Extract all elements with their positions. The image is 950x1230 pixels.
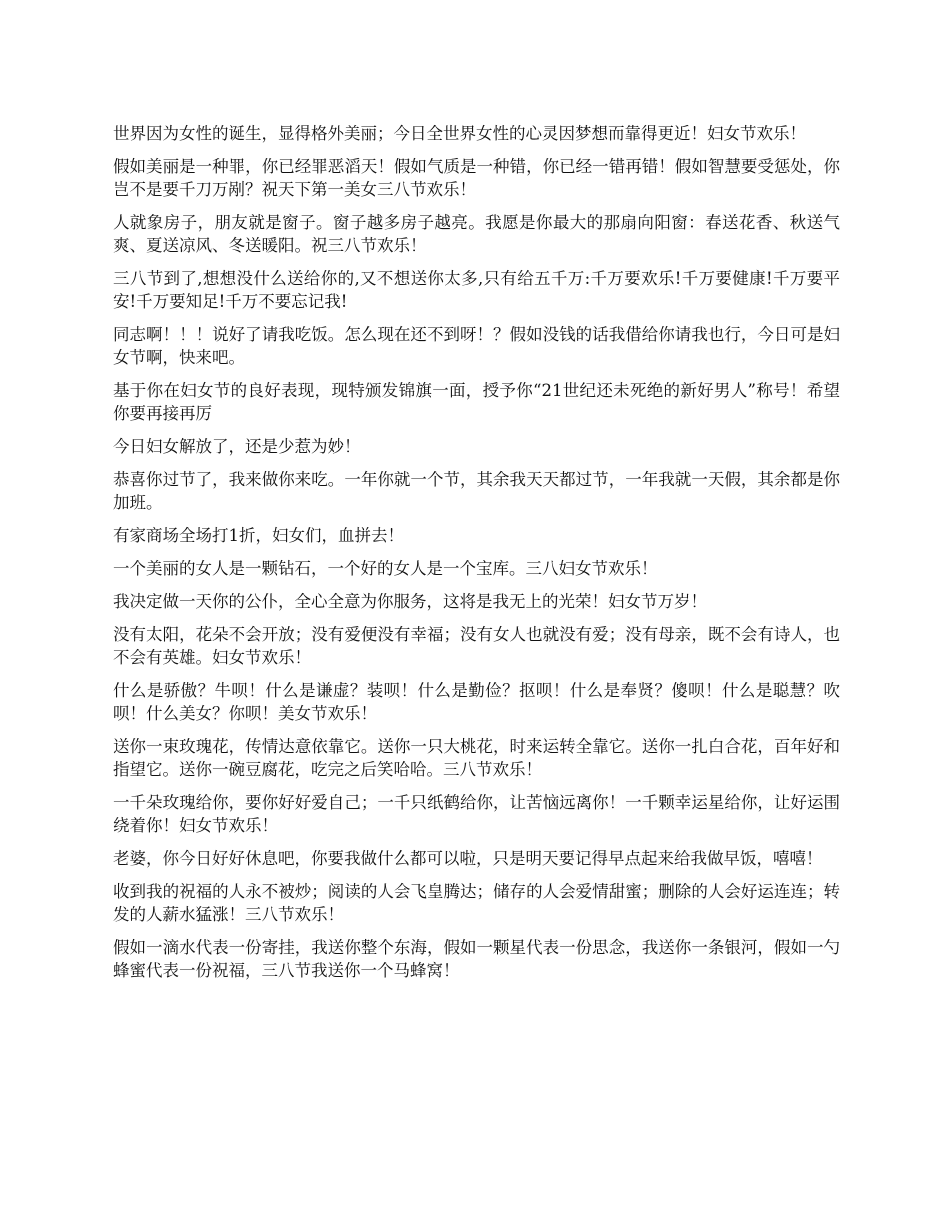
paragraph-4: 三八节到了,想想没什么送给你的,又不想送你太多,只有给五千万:千万要欢乐!千万要健康!千万要平安!千万要知足!千万不要忘记我! [113, 269, 840, 311]
paragraph-1: 世界因为女性的诞生，显得格外美丽；今日全世界女性的心灵因梦想而靠得更近！妇女节欢乐！ [113, 124, 806, 143]
paragraph-15: 一千朵玫瑰给你，要你好好爱自己；一千只纸鹤给你，让苦恼远离你！一千颗幸运星给你，让好运围绕着你！妇女节欢乐！ [113, 793, 840, 835]
paragraph-10: 一个美丽的女人是一颗钻石，一个好的女人是一个宝库。三八妇女节欢乐！ [113, 559, 658, 578]
paragraph-18: 假如一滴水代表一份寄挂，我送你整个东海，假如一颗星代表一份思念，我送你一条银河，假如一勺蜂蜜代表一份祝福，三八节我送你一个马蜂窝！ [113, 938, 840, 980]
paragraph-2: 假如美丽是一种罪，你已经罪恶滔天！假如气质是一种错，你已经一错再错！假如智慧要受惩处，你岂不是要千刀万剐？祝天下第一美女三八节欢乐！ [113, 157, 840, 199]
paragraph-14: 送你一束玫瑰花，传情达意依靠它。送你一只大桃花，时来运转全靠它。送你一扎白合花，百年好和指望它。送你一碗豆腐花，吃完之后笑哈哈。三八节欢乐！ [113, 737, 840, 779]
paragraph-3: 人就象房子，朋友就是窗子。窗子越多房子越亮。我愿是你最大的那扇向阳窗：春送花香、秋送气爽、夏送凉风、冬送暖阳。祝三八节欢乐！ [113, 213, 840, 255]
paragraph-8: 恭喜你过节了，我来做你来吃。一年你就一个节，其余我天天都过节，一年我就一天假，其余都是你加班。 [113, 470, 840, 512]
paragraph-9: 有家商场全场打1折，妇女们，血拼去！ [113, 526, 404, 545]
paragraph-11: 我决定做一天你的公仆，全心全意为你服务，这将是我无上的光荣！妇女节万岁！ [113, 592, 707, 611]
paragraph-13: 什么是骄傲？牛呗！什么是谦虚？装呗！什么是勤俭？抠呗！什么是奉贤？傻呗！什么是聪慧？吹呗！什么美女？你呗！美女节欢乐！ [113, 681, 840, 723]
paragraph-6: 基于你在妇女节的良好表现，现特颁发锦旗一面，授予你“21世纪还未死绝的新好男人”称号！希望你要再接再厉 [113, 381, 840, 423]
paragraph-7: 今日妇女解放了，还是少惹为妙！ [113, 437, 361, 456]
paragraph-16: 老婆，你今日好好休息吧，你要我做什么都可以啦，只是明天要记得早点起来给我做早饭，嘻嘻！ [113, 849, 823, 868]
paragraph-5: 同志啊！！！说好了请我吃饭。怎么现在还不到呀！？假如没钱的话我借给你请我也行，今日可是妇女节啊，快来吧。 [113, 325, 840, 367]
document-body [113, 122, 840, 992]
paragraph-12: 没有太阳，花朵不会开放；没有爱便没有幸福；没有女人也就没有爱；没有母亲，既不会有诗人，也不会有英雄。妇女节欢乐！ [113, 625, 840, 667]
paragraph-17: 收到我的祝福的人永不被炒；阅读的人会飞皇腾达；储存的人会爱情甜蜜；删除的人会好运连连；转发的人薪水猛涨！三八节欢乐！ [113, 882, 840, 924]
